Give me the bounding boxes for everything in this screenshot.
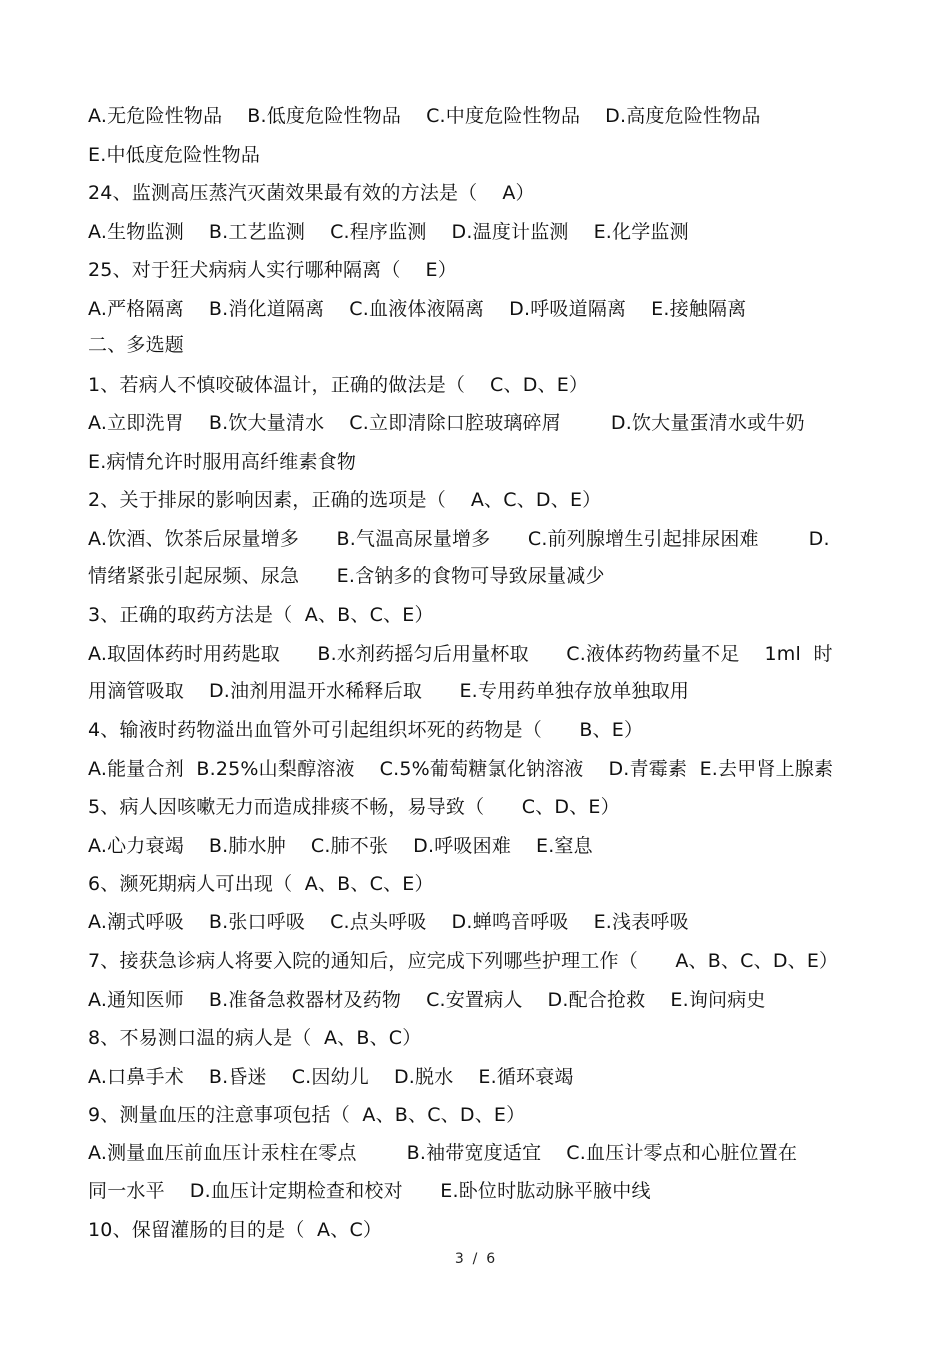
options-line: A.立即洗胃 B.饮大量清水 C.立即清除口腔玻璃碎屑 D.饮大量蛋清水或牛奶: [88, 412, 805, 434]
question-line: 2、关于排尿的影响因素，正确的选项是（ A、C、D、E）: [88, 489, 602, 511]
text-line: E.中低度危险性物品: [88, 144, 261, 166]
options-line: A.严格隔离 B.消化道隔离 C.血液体液隔离 D.呼吸道隔离 E.接触隔离: [88, 298, 747, 320]
question-line: 1、若病人不慎咬破体温计，正确的做法是（ C、D、E）: [88, 374, 589, 396]
options-line: 用滴管吸取 D.油剂用温开水稀释后取 E.专用药单独存放单独取用: [88, 680, 690, 702]
page-indicator: 3 / 6: [454, 1251, 496, 1267]
question-line: 3、正确的取药方法是（ A、B、C、E）: [88, 604, 434, 626]
options-line: A.能量合剂 B.25%山梨醇溶液 C.5%葡萄糖氯化钠溶液 D.青霉素 E.去甲肾上腺素: [88, 758, 834, 780]
options-line: A.测量血压前血压计汞柱在零点 B.袖带宽度适宜 C.血压计零点和心脏位置在: [88, 1142, 798, 1164]
options-line: 情绪紧张引起尿频、尿急 E.含钠多的食物可导致尿量减少: [88, 565, 605, 587]
options-line: 同一水平 D.血压计定期检查和校对 E.卧位时肱动脉平腋中线: [88, 1180, 651, 1202]
question-line: 5、病人因咳嗽无力而造成排痰不畅，易导致（ C、D、E）: [88, 796, 620, 818]
options-line: A.心力衰竭 B.肺水肿 C.肺不张 D.呼吸困难 E.窒息: [88, 835, 593, 857]
question-line: 9、测量血压的注意事项包括（ A、B、C、D、E）: [88, 1104, 526, 1126]
question-line: 8、不易测口温的病人是（ A、B、C）: [88, 1027, 422, 1049]
options-line: A.口鼻手术 B.昏迷 C.因幼儿 D.脱水 E.循环衰竭: [88, 1066, 574, 1088]
section-heading: 二、多选题: [88, 334, 185, 356]
text-line: A.无危险性物品 B.低度危险性物品 C.中度危险性物品 D.高度危险性物品: [88, 105, 761, 127]
question-line: 4、输液时药物溢出血管外可引起组织坏死的药物是（ B、E）: [88, 719, 644, 741]
question-line: 6、濒死期病人可出现（ A、B、C、E）: [88, 873, 434, 895]
question-line: 25、对于狂犬病病人实行哪种隔离（ E）: [88, 259, 457, 281]
options-line: A.通知医师 B.准备急救器材及药物 C.安置病人 D.配合抢救 E.询问病史: [88, 989, 766, 1011]
options-line: A.饮酒、饮茶后尿量增多 B.气温高尿量增多 C.前列腺增生引起排尿困难 D.: [88, 528, 830, 550]
options-line: E.病情允许时服用高纤维素食物: [88, 451, 357, 473]
options-line: A.取固体药时用药匙取 B.水剂药摇匀后用量杯取 C.液体药物药量不足 1ml 时: [88, 643, 833, 665]
options-line: A.生物监测 B.工艺监测 C.程序监测 D.温度计监测 E.化学监测: [88, 221, 689, 243]
question-line: 7、接获急诊病人将要入院的通知后，应完成下列哪些护理工作（ A、B、C、D、E）: [88, 950, 839, 972]
options-line: A.潮式呼吸 B.张口呼吸 C.点头呼吸 D.蝉鸣音呼吸 E.浅表呼吸: [88, 911, 689, 933]
question-line: 24、监测高压蒸汽灭菌效果最有效的方法是（ A）: [88, 182, 535, 204]
question-line: 10、保留灌肠的目的是（ A、C）: [88, 1219, 383, 1241]
